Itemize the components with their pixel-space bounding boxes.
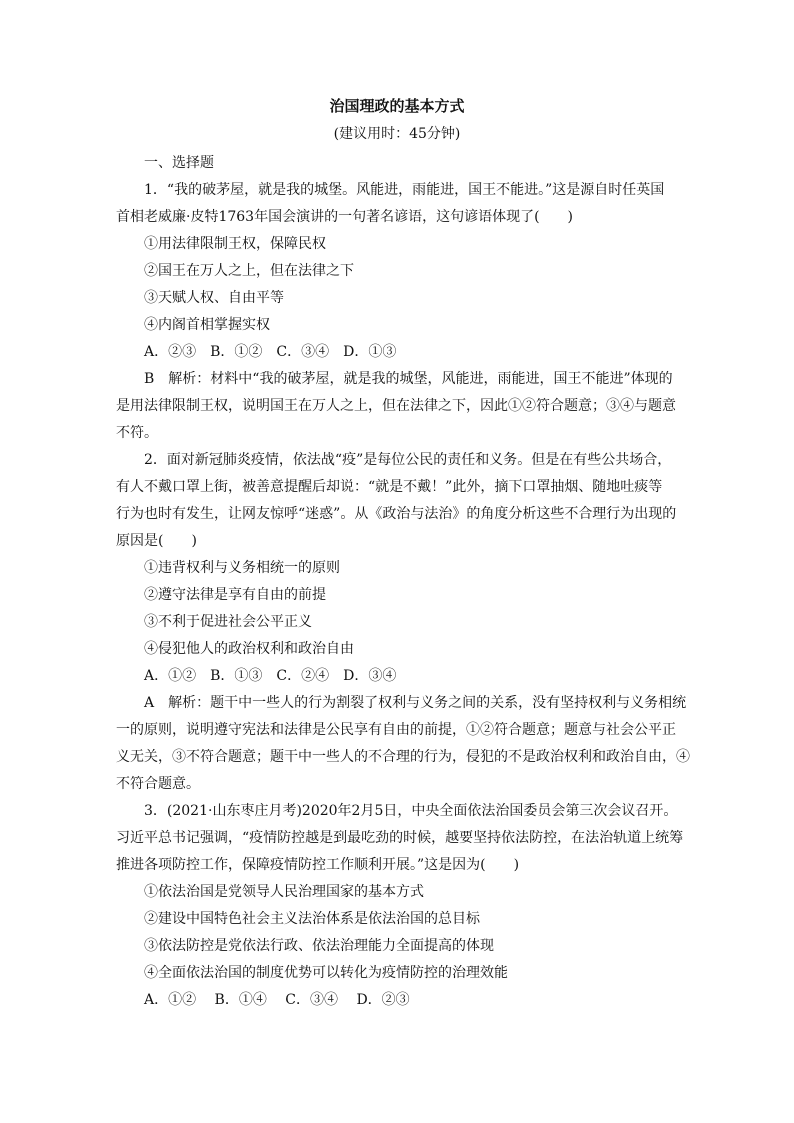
- section-heading: 一、选择题: [144, 155, 214, 171]
- document-body: [116, 150, 690, 1014]
- analysis-line: 义无关，③不符合题意；题干中一些人的不合理的行为，侵犯的不是政治权利和政治自由，④: [116, 749, 690, 765]
- option-line: ③不利于促进社会公平正义: [144, 614, 312, 630]
- option-line: ③依法防控是党依法行政、依法治理能力全面提高的体现: [144, 938, 494, 954]
- question-stem-line: 习近平总书记强调，“疫情防控越是到最吃劲的时候，越要坚持依法防控，在法治轨道上统筹: [116, 830, 684, 846]
- option-line: ④内阁首相掌握实权: [144, 317, 270, 333]
- question-2: [116, 447, 690, 798]
- time-suggestion: (建议用时：45分钟): [333, 126, 461, 142]
- option-line: ①依法治国是党领导人民治理国家的基本方式: [144, 884, 424, 900]
- analysis-line: 不符合题意。: [116, 776, 200, 792]
- page-title: 治国理政的基本方式: [329, 97, 465, 115]
- question-stem-line: 首相老威廉·皮特1763年国会演讲的一句著名谚语，这句谚语体现了( ): [116, 209, 574, 225]
- option-line: ①违背权利与义务相统一的原则: [144, 560, 340, 576]
- question-stem-line: 3．(2021·山东枣庄月考)2020年2月5日，中央全面依法治国委员会第三次会议召开。: [144, 803, 678, 819]
- analysis-line: B 解析：材料中“我的破茅屋，就是我的城堡，风能进，雨能进，国王不能进”体现的: [144, 371, 673, 387]
- question-stem-line: 原因是( ): [116, 533, 197, 549]
- option-line: ③天赋人权、自由平等: [144, 290, 284, 306]
- answer-choices: A．①② B．①③ C．②④ D．③④: [144, 668, 397, 684]
- option-line: ②国王在万人之上，但在法律之下: [144, 263, 354, 279]
- answer-choices: A．②③ B．①② C．③④ D．①③: [144, 344, 397, 360]
- answer-choices: A．①② B．①④ C．③④ D．②③: [144, 992, 410, 1008]
- option-line: ④全面依法治国的制度优势可以转化为疫情防控的治理效能: [144, 965, 508, 981]
- question-3: [116, 798, 682, 1014]
- question-stem-line: 推进各项防控工作，保障疫情防控工作顺利开展。”这是因为( ): [116, 857, 520, 873]
- analysis-line: 一的原则，说明遵守宪法和法律是公民享有自由的前提，①②符合题意；题意与社会公平正: [116, 722, 676, 738]
- question-stem-line: 有人不戴口罩上街，被善意提醒后却说：“就是不戴！”此外，摘下口罩抽烟、随地吐痰等: [116, 479, 663, 495]
- question-1: [116, 177, 682, 447]
- analysis-line: A 解析：题干中一些人的行为割裂了权利与义务之间的关系，没有坚持权利与义务相统: [144, 695, 687, 711]
- option-line: ②遵守法律是享有自由的前提: [144, 587, 326, 603]
- analysis-line: 不符。: [116, 425, 158, 441]
- option-line: ②建设中国特色社会主义法治体系是依法治国的总目标: [144, 911, 480, 927]
- question-stem-line: 行为也时有发生，让网友惊呼“迷惑”。从《政治与法治》的角度分析这些不合理行为出现的: [116, 506, 677, 522]
- option-line: ④侵犯他人的政治权利和政治自由: [144, 641, 354, 657]
- question-stem-line: 1．“我的破茅屋，就是我的城堡。风能进，雨能进，国王不能进。”这是源自时任英国: [144, 182, 665, 198]
- analysis-line: 是用法律限制王权，说明国王在万人之上，但在法律之下，因此①②符合题意；③④与题意: [116, 398, 676, 414]
- question-stem-line: 2．面对新冠肺炎疫情，依法战“疫”是每位公民的责任和义务。但是在有些公共场合，: [144, 452, 672, 468]
- option-line: ①用法律限制王权，保障民权: [144, 236, 326, 252]
